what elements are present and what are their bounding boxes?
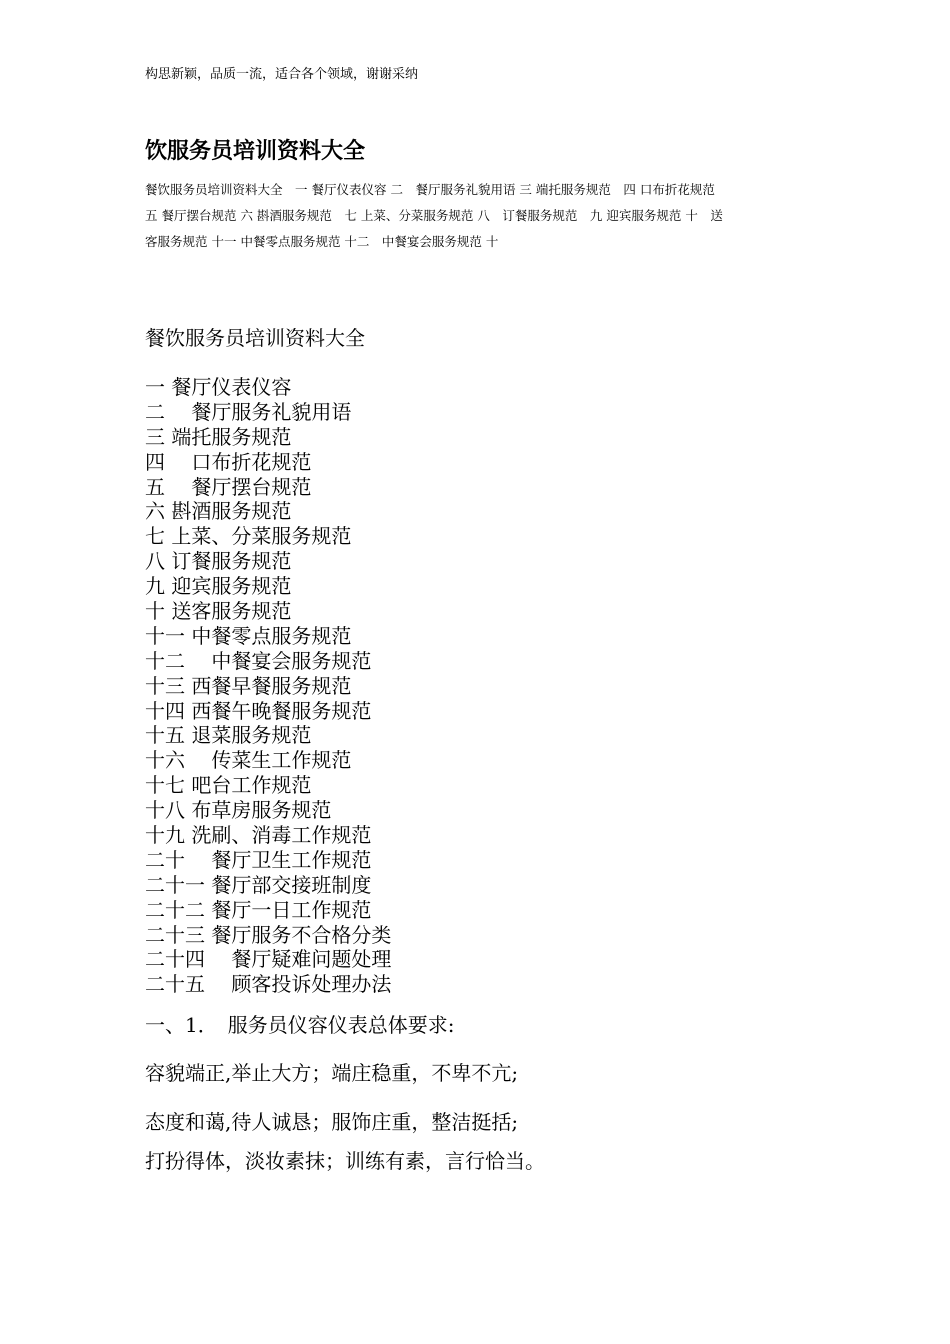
toc-item: 九 迎宾服务规范 (145, 574, 292, 599)
summary-line: 餐饮服务员培训资料大全 一 餐厅仪表仪容 二 餐厅服务礼貌用语 三 端托服务规范 四 口布折花规范 (145, 182, 715, 197)
toc-item: 十九 洗刷、消毒工作规范 (145, 823, 372, 848)
toc-item: 十六 传菜生工作规范 (145, 748, 352, 773)
toc-item: 八 订餐服务规范 (145, 549, 292, 574)
toc-item: 二十 餐厅卫生工作规范 (145, 847, 372, 872)
toc-item: 十二 中餐宴会服务规范 (145, 648, 372, 673)
summary-paragraph (145, 177, 813, 255)
toc-item: 十一 中餐零点服务规范 (145, 623, 352, 648)
toc-item: 五 餐厅摆台规范 (145, 474, 312, 499)
toc-item: 二 餐厅服务礼貌用语 (145, 399, 352, 424)
page-tagline: 构思新颖，品质一流，适合各个领域，谢谢采纳 (145, 67, 419, 82)
body-paragraph: 态度和蔼,待人诚恳；服饰庄重，整洁挺括; (145, 1110, 519, 1134)
summary-line: 客服务规范 十一 中餐零点服务规范 十二 中餐宴会服务规范 十 (145, 234, 499, 249)
toc-item: 二十五 顾客投诉处理办法 (145, 972, 392, 997)
toc-item: 三 端托服务规范 (145, 424, 292, 449)
document-title: 饮服务员培训资料大全 (145, 138, 366, 164)
summary-line: 五 餐厅摆台规范 六 斟酒服务规范 七 上菜、分菜服务规范 八 订餐服务规范 九 迎宾服务规范 十 送 (145, 208, 723, 223)
toc-item: 十 送客服务规范 (145, 599, 292, 624)
toc-item: 十五 退菜服务规范 (145, 723, 312, 748)
toc-item: 十八 布草房服务规范 (145, 798, 332, 823)
toc-item: 二十三 餐厅服务不合格分类 (145, 922, 392, 947)
toc-item: 一 餐厅仪表仪容 (145, 375, 292, 399)
table-of-contents (145, 375, 391, 997)
toc-heading: 餐饮服务员培训资料大全 (145, 326, 365, 350)
toc-item: 二十四 餐厅疑难问题处理 (145, 947, 392, 972)
section-heading: 一、1． 服务员仪容仪表总体要求: (145, 1013, 455, 1037)
toc-item: 十三 西餐早餐服务规范 (145, 673, 352, 698)
body-paragraph: 打扮得体，淡妆素抹；训练有素，言行恰当。 (145, 1149, 545, 1173)
toc-item: 七 上菜、分菜服务规范 (145, 524, 352, 549)
toc-item: 十四 西餐午晚餐服务规范 (145, 698, 372, 723)
toc-item: 二十二 餐厅一日工作规范 (145, 897, 372, 922)
toc-item: 二十一 餐厅部交接班制度 (145, 872, 372, 897)
toc-item: 四 口布折花规范 (145, 449, 312, 474)
toc-item: 十七 吧台工作规范 (145, 773, 312, 798)
toc-item: 六 斟酒服务规范 (145, 499, 292, 524)
body-paragraph: 容貌端正,举止大方；端庄稳重，不卑不亢; (145, 1061, 519, 1085)
